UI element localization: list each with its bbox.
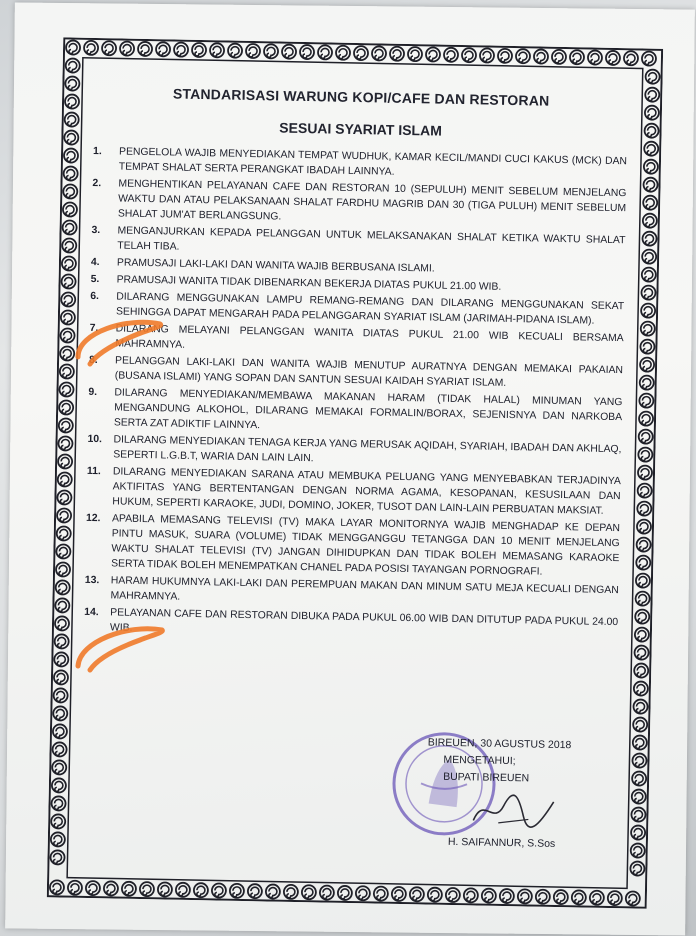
ornamental-border (47, 37, 663, 908)
orange-circle-mark-icon (68, 616, 168, 676)
rule-item: 8. PELANGGAN LAKI-LAKI DAN WANITA WAJIB MENUTUP AURATNYA DENGAN MEMAKAI PAKAIAN (BUSANA ISLAMI) YANG SOPAN DAN SANTUN SESUAI KAIDAH SYARIAT ISLAM. (88, 354, 624, 389)
orange-circle-mark-icon (68, 312, 168, 372)
rule-item: 2. MENGHENTIKAN PELAYANAN CAFE DAN RESTORAN 10 (SEPULUH) MENIT SEBELUM MENJELANG WAKTU DAN ATAU PELAKSANAAN SHALAT FARDHU MAGRIB DAN 30 (TIGA PULUH) MENIT SEBELUM SHALAT JUM'AT BERLANGSUNG. (92, 177, 627, 223)
rule-item: 6. DILARANG MENGGUNAKAN LAMPU REMANG-REMANG DAN DILARANG MENGGUNAKAN SEKAT SEHINGGA DAPAT MENGARAH PADA PELANGGARAN SYARIAT ISLAM (JARIMAH-PIDANA ISLAM). (90, 290, 625, 327)
paper-sheet (5, 2, 695, 935)
rule-item: 13. HARAM HUKUMNYA LAKI-LAKI DAN PEREMPUAN MAKAN DAN MINUM SATU MEJA KECUALI DENGAN MAHRAMNYA. (84, 574, 619, 603)
rule-item: 10. DILARANG MENYEDIAKAN TENAGA KERJA YANG MERUSAK AQIDAH, SYARIAH, IBADAH DAN AKHLAQ, SEPERTI L.G.B.T, WARIA DAN LAIN LAIN. (87, 433, 622, 465)
document-subtitle: SESUAI SYARIAT ISLAM (279, 119, 442, 139)
rule-item: 7. DILARANG MELAYANI PELANGGAN WANITA DIATAS PUKUL 21.00 WIB KECUALI BERSAMA MAHRAMNYA. (89, 322, 624, 351)
rule-item: 4. PRAMUSAJI LAKI-LAKI DAN WANITA WAJIB BERBUSANA ISLAMI. (90, 256, 435, 275)
handwritten-signature-icon (468, 790, 559, 832)
rule-item: 14. PELAYANAN CAFE DAN RESTORAN DIBUKA PADA PUKUL 06.00 WIB DAN DITUTUP PADA PUKUL 24.00 WIB. (84, 606, 619, 634)
signature-place-date: BIREUEN, 30 AGUSTUS 2018 (427, 736, 572, 752)
rule-item: 11. DILARANG MENYEDIAKAN SARANA ATAU MEMBUKA PELUANG YANG MENYEBABKAN TERJADINYA AKTIFITAS YANG BERTENTANGAN DENGAN NORMA AGAMA, KESOPANAN, KESUSILAAN DAN HUKUM, SEPERTI KARAOKE, JUDI, DOMINO, JOKER, TUSOT DAN LAIN-LAIN PERBUATAN MAKSIAT. (86, 465, 621, 517)
signature-name: H. SAIFANNUR, S.Sos (447, 835, 556, 850)
signature-acknowledged: MENGETAHUI; (443, 753, 516, 768)
rules-list (84, 144, 627, 645)
rule-item: 1. PENGELOLA WAJIB MENYEDIAKAN TEMPAT WUDHUK, KAMAR KECIL/MANDI CUCI KAKUS (MCK) DAN TEMPAT SHALAT SERTA PERANGKAT IBADAH LAINNYA. (92, 145, 628, 178)
rule-item: 9. DILARANG MENYEDIAKAN/MEMBAWA MAKANAN HARAM (TIDAK HALAL) MINUMAN YANG MENGANDUNG ALKOHOL, DILARANG MEMAKAI FORMALIN/BORAX, SEJENISNYA DAN NARKOBA SERTA ZAT ADIKTIF LAINNYA. (88, 386, 623, 432)
rule-item: 5. PRAMUSAJI WANITA TIDAK DIBENARKAN BEKERJA DIATAS PUKUL 21.00 WIB. (90, 273, 502, 293)
signature-position: BUPATI BIREUEN (443, 770, 530, 785)
rule-item: 12. APABILA MEMASANG TELEVISI (TV) MAKA LAYAR MONITORNYA WAJIB MENGHADAP KE DEPAN PINTU MASUK, SUARA (VOLUME) TIDAK MENGGANGGU TETANGGA DAN 10 MENIT MENJELANG WAKTU SHALAT TELEVISI (TV) JANGAN DIHIDUPKAN DAN TIDAK BOLEH MEMASANG KARAOKE SERTA TIDAK BOLEH MENEMPATKAN CHANEL PADA POSISI TAYANGAN PORNOGRAFI. (85, 512, 621, 578)
rule-item: 3. MENGANJURKAN KEPADA PELANGGAN UNTUK MELAKSANAKAN SHALAT KETIKA WAKTU SHALAT TELAH TIBA. (91, 224, 626, 253)
document-title: STANDARISASI WARUNG KOPI/CAFE DAN RESTORAN (172, 85, 550, 109)
